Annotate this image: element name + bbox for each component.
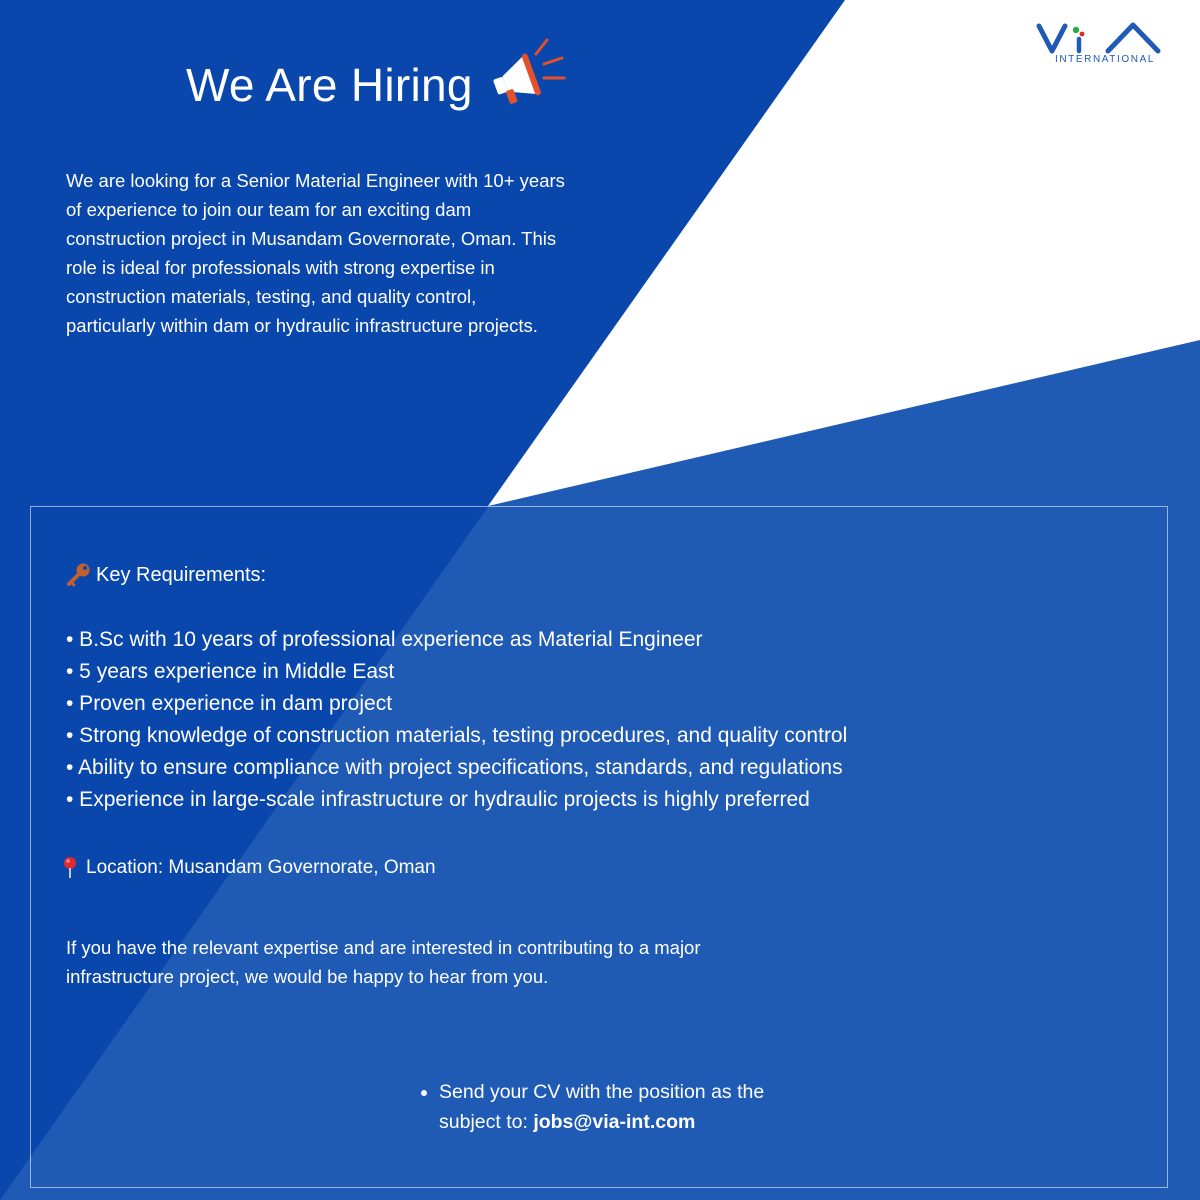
location-text: Location: Musandam Governorate, Oman: [86, 857, 436, 878]
requirement-item: • Ability to ensure compliance with project specifications, standards, and regulations: [66, 756, 843, 779]
key-icon: [66, 562, 92, 588]
intro-paragraph: We are looking for a Senior Material Engineer with 10+ years of experience to join our team for an exciting dam construction project in Musandam Governorate, Oman. This role is ideal for professionals with strong expertise in construction materials, testing, and quality control, particularly within dam or hydraulic infrastructure projects.: [66, 170, 565, 336]
pin-icon: [62, 856, 78, 880]
requirements-heading-text: Key Requirements:: [96, 563, 267, 586]
requirement-item: • Proven experience in dam project: [66, 692, 393, 715]
megaphone-icon: [486, 34, 570, 110]
requirement-item: • B.Sc with 10 years of professional experience as Material Engineer: [66, 628, 703, 651]
closing-paragraph: If you have the relevant expertise and are interested in contributing to a major infrastructure project, we would be happy to hear from you.: [66, 937, 701, 987]
page-title: We Are Hiring: [186, 59, 473, 111]
bullet-dot: [421, 1090, 427, 1096]
requirement-item: • 5 years experience in Middle East: [66, 660, 395, 683]
apply-instructions: [421, 1077, 811, 1137]
requirements-heading: [66, 562, 266, 588]
apply-text: Send your CV with the position as the subject to:: [439, 1081, 765, 1133]
logo-subtitle: INTERNATIONAL: [1054, 54, 1156, 65]
apply-text-block: [439, 1077, 811, 1137]
requirement-item: • Experience in large-scale infrastructure or hydraulic projects is highly preferred: [66, 788, 810, 811]
requirement-item: • Strong knowledge of construction materials, testing procedures, and quality control: [66, 724, 848, 747]
location-line: [62, 856, 436, 880]
requirements-list: [66, 624, 847, 816]
apply-email-link[interactable]: jobs@via-int.com: [533, 1111, 696, 1133]
